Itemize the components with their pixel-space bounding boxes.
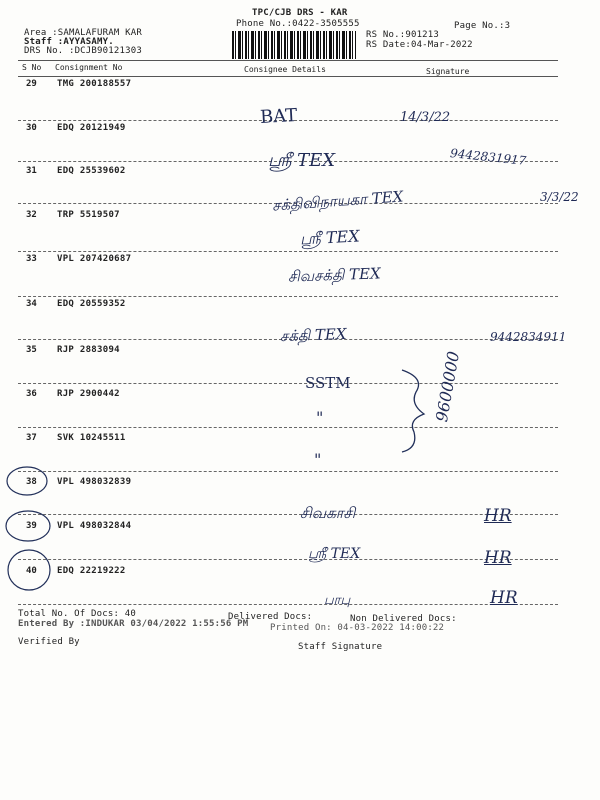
row-consignment: EDQ 25539602 (57, 166, 126, 176)
row-sno: 36 (26, 389, 37, 399)
printed-on: Printed On: 04-03-2022 14:00:22 (270, 623, 445, 633)
handwritten-row33-name: ஸ்ரீ TEX (299, 226, 361, 249)
staff-field: Staff :AYYASAMY. (24, 37, 114, 47)
row-sno: 31 (26, 166, 37, 176)
row-consignment: EDQ 20559352 (57, 299, 126, 309)
col-sno-header: S No (22, 63, 42, 72)
handwritten-ditto-mark: " (314, 450, 322, 469)
staff-signature: Staff Signature (298, 642, 383, 652)
row-consignment: VPL 498032839 (57, 477, 132, 487)
handwritten-row35-phone: 9442834911 (490, 330, 567, 344)
rs-date: RS Date:04-Mar-2022 (366, 40, 473, 50)
delivered-docs: Delivered Docs: (228, 612, 313, 622)
handwritten-vertical-number: 9600000 (432, 349, 464, 424)
row-sno: 40 (26, 566, 37, 576)
handwritten-row35-name: சக்தி TEX (279, 324, 347, 346)
row-consignment: VPL 498032844 (57, 521, 132, 531)
row-consignment: SVK 10245511 (57, 433, 126, 443)
handwritten-row34-name: சிவசக்தி TEX (287, 264, 381, 286)
row-sno: 32 (26, 210, 37, 220)
handwritten-footer-name: பாபு (324, 593, 351, 608)
page-number: Page No.:3 (454, 21, 511, 31)
col-consignee-header: Consignee Details (244, 65, 326, 74)
report-title: TPC/CJB DRS - KAR (252, 8, 348, 18)
handwritten-row31-name: ஸ்ரீ TEX (268, 150, 336, 171)
row-sno: 37 (26, 433, 37, 443)
row-consignment: TMG 200188557 (57, 79, 132, 89)
phone-number: Phone No.:0422-3505555 (236, 19, 360, 29)
handwritten-ditto-mark: " (316, 408, 324, 427)
row-consignment: EDQ 22219222 (57, 566, 126, 576)
col-consignment-header: Consignment No (55, 63, 123, 72)
handwritten-initials: HR (484, 548, 512, 568)
total-docs: Total No. Of Docs: 40 (18, 609, 136, 619)
handwritten-row31-phone: 9442831917 (449, 146, 527, 168)
row-consignment: TRP 5519507 (57, 210, 120, 220)
drs-number: DRS No. :DCJB90121303 (24, 46, 142, 56)
row-sno: 38 (26, 477, 37, 487)
row-sno: 29 (26, 79, 37, 89)
row-sno: 39 (26, 521, 37, 531)
handwritten-row40-name: ஸ்ரீ TEX (308, 546, 361, 562)
handwritten-row30-name: BAT (259, 105, 298, 128)
handwritten-row32-name: சக்திவிநாயகா TEX (271, 187, 404, 215)
row-consignment: EDQ 20121949 (57, 123, 126, 133)
row-sno: 33 (26, 254, 37, 264)
handwritten-row39-name: சிவகாசி (300, 504, 356, 522)
handwritten-row32-date: 3/3/22 (540, 190, 579, 204)
row-sno: 30 (26, 123, 37, 133)
handwritten-row30-date: 14/3/22 (400, 110, 451, 125)
non-delivered-docs: Non Delivered Docs: (350, 614, 457, 624)
entered-by: Entered By :INDUKAR 03/04/2022 1:55:56 PM (18, 619, 249, 629)
row-consignment: RJP 2883094 (57, 345, 120, 355)
row-consignment: VPL 207420687 (57, 254, 132, 264)
row-sno: 35 (26, 345, 37, 355)
col-signature-header: Signature (426, 67, 470, 76)
handwritten-row36-name: SSTM (305, 374, 351, 392)
rs-number: RS No.:901213 (366, 30, 440, 40)
handwritten-initials: HR (484, 506, 512, 526)
verified-by: Verified By (18, 637, 80, 647)
row-consignment: RJP 2900442 (57, 389, 120, 399)
row-sno: 34 (26, 299, 37, 309)
area-field: Area :SAMALAFURAM KAR (24, 28, 142, 38)
handwritten-initials: HR (490, 588, 518, 608)
